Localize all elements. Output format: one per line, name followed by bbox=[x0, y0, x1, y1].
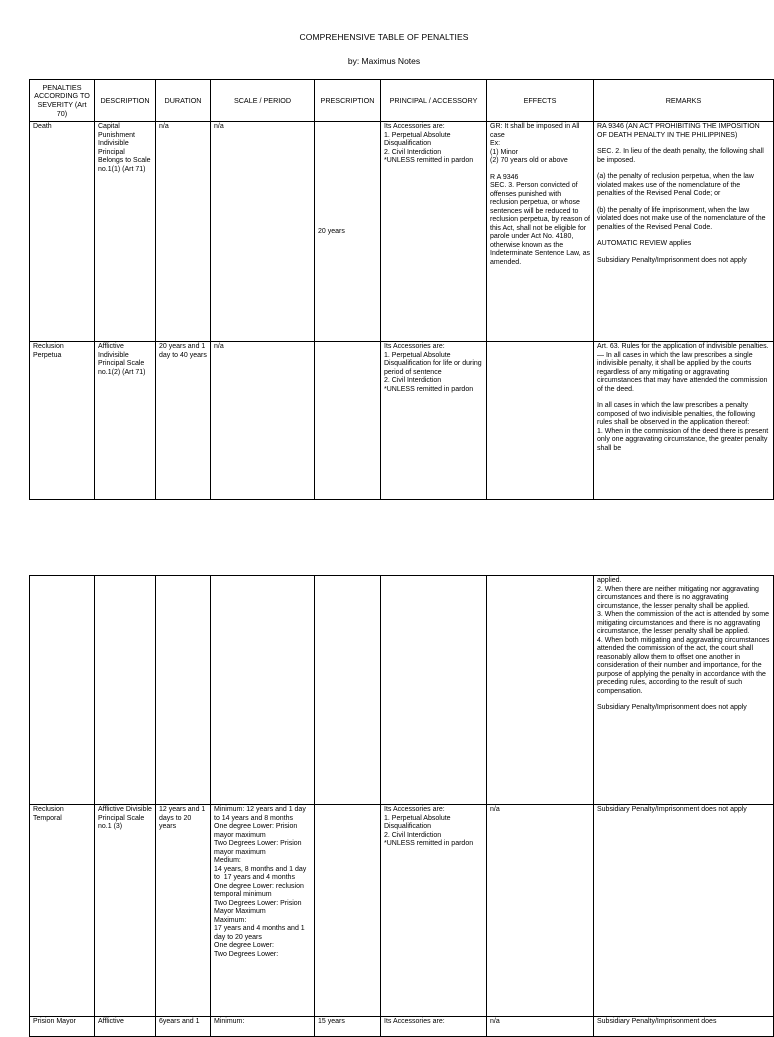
cell-remarks bbox=[594, 342, 774, 500]
cell-duration: 20 years and 1 day to 40 years bbox=[156, 342, 211, 500]
cell-duration: 12 years and 1 days to 20 years bbox=[156, 805, 211, 1017]
text-line: 4. When both mitigating and aggravating circumstances attended the commission of the act, the court shall reasonably allow them to offset one another in consideration of their number and importance, for the purpose of applying the penalty in accordance with the preceding rules, according to the result of such compensation. bbox=[597, 636, 772, 695]
cell-prescription bbox=[315, 342, 381, 500]
cell-scale: n/a bbox=[211, 342, 315, 500]
cell-prescription: 20 years bbox=[315, 122, 381, 342]
header-scale: SCALE / PERIOD bbox=[211, 80, 315, 122]
cell-scale: n/a bbox=[211, 122, 315, 342]
cell-scale bbox=[211, 576, 315, 805]
text-line: (a) the penalty of reclusion perpetua, when the law violated makes use of the nomenclature of the penalties of the Revised Penal Code; or bbox=[597, 173, 756, 197]
text-line: Medium: bbox=[214, 857, 241, 864]
text-line: Subsidiary Penalty/Imprisonment does not apply bbox=[597, 704, 747, 711]
cell-principal: Its Accessories are: bbox=[381, 1017, 487, 1037]
text-line: applied. bbox=[597, 577, 622, 584]
table-row bbox=[30, 805, 774, 1017]
document-title: COMPREHENSIVE TABLE OF PENALTIES bbox=[299, 32, 469, 42]
cell-remarks bbox=[594, 122, 774, 342]
cell-principal bbox=[381, 805, 487, 1017]
cell-remarks: Subsidiary Penalty/Imprisonment does bbox=[594, 1017, 774, 1037]
text-line: Two Degrees Lower: Prision Mayor Maximum bbox=[214, 899, 304, 915]
text-line: (1) Minor bbox=[490, 148, 519, 156]
text-line: Its Accessories are: bbox=[384, 806, 445, 813]
text-line: Its Accessories are: bbox=[384, 343, 445, 350]
text-line: 1. Perpetual Absolute Disqualification for life or during period of sentence bbox=[384, 351, 484, 376]
cell-penalty: Reclusion Perpetua bbox=[30, 342, 95, 500]
table-row bbox=[30, 122, 774, 342]
text-line: 2. Civil Interdiction bbox=[384, 831, 442, 839]
text-line: 14 years, 8 months and 1 day to 17 years and 4 months bbox=[214, 865, 311, 881]
cell-scale bbox=[211, 805, 315, 1017]
text-line: *UNLESS remitted in pardon bbox=[384, 157, 474, 164]
cell-description: Afflictive Divisible Principal Scale no.1 (3) bbox=[95, 805, 156, 1017]
cell-penalty: Prision Mayor bbox=[30, 1017, 95, 1037]
text-line: R A 9346 bbox=[490, 173, 519, 181]
text-line bbox=[597, 165, 770, 173]
header-effects: EFFECTS bbox=[487, 80, 594, 122]
cell-principal bbox=[381, 122, 487, 342]
text-line: *UNLESS remitted in pardon bbox=[384, 840, 474, 847]
cell-description bbox=[95, 576, 156, 805]
text-line: 1. Perpetual Absolute Disqualification bbox=[384, 814, 453, 830]
text-line: Its Accessories are: bbox=[384, 123, 445, 130]
text-line: Two Degrees Lower: Prision mayor maximum bbox=[214, 840, 304, 856]
text-line bbox=[597, 696, 770, 704]
text-line: Subsidiary Penalty/Imprisonment does not apply bbox=[597, 256, 747, 264]
text-line: 1. Perpetual Absolute Disqualification bbox=[384, 131, 453, 147]
cell-effects: n/a bbox=[487, 1017, 594, 1037]
cell-description: Afflictive bbox=[95, 1017, 156, 1037]
cell-penalty bbox=[30, 576, 95, 805]
text-line: One degree Lower: reclusion temporal minimum bbox=[214, 882, 306, 898]
text-line: (2) 70 years old or above bbox=[490, 157, 568, 164]
cell-duration bbox=[156, 576, 211, 805]
text-line: (b) the penalty of life imprisonment, when the law violated does not make use of the nomenclature of the penalties of the Revised Penal Code. bbox=[597, 206, 768, 231]
text-line bbox=[597, 199, 770, 207]
cell-remarks bbox=[594, 576, 774, 805]
header-prescription: PRESCRIPTION bbox=[315, 80, 381, 122]
header-description: DESCRIPTION bbox=[95, 80, 156, 122]
penalties-table-page-2 bbox=[29, 575, 774, 1037]
cell-principal bbox=[381, 342, 487, 500]
text-line: AUTOMATIC REVIEW applies bbox=[597, 240, 692, 247]
cell-prescription bbox=[315, 576, 381, 805]
text-line bbox=[597, 140, 770, 148]
header-penalties: PENALTIES ACCORDING TO SEVERITY (Art 70) bbox=[30, 80, 95, 122]
cell-duration: 6years and 1 bbox=[156, 1017, 211, 1037]
text-line: RA 9346 (AN ACT PROHIBITING THE IMPOSITION OF DEATH PENALTY IN THE PHILIPPINES) bbox=[597, 123, 762, 139]
cell-description: Capital Punishment Indivisible Principal Belongs to Scale no.1(1) (Art 71) bbox=[95, 122, 156, 342]
text-line: Two Degrees Lower: bbox=[214, 950, 279, 958]
text-line: One degree Lower: bbox=[214, 942, 274, 949]
cell-prescription: 15 years bbox=[315, 1017, 381, 1037]
cell-duration: n/a bbox=[156, 122, 211, 342]
penalties-table-page-1 bbox=[29, 79, 774, 500]
cell-description: Afflictive Indivisible Principal Scale no.1(2) (Art 71) bbox=[95, 342, 156, 500]
header-row bbox=[30, 80, 774, 122]
text-line: 1. When in the commission of the deed there is present only one aggravating circumstance, the greater penalty shall be bbox=[597, 427, 771, 452]
cell-penalty: Death bbox=[30, 122, 95, 342]
header-principal: PRINCIPAL / ACCESSORY bbox=[381, 80, 487, 122]
cell-scale: Minimum: bbox=[211, 1017, 315, 1037]
text-line: GR: It shall be imposed in All case bbox=[490, 123, 582, 139]
text-line: SEC. 3. Person convicted of offenses punished with reclusion perpetua, or whose sentences will be reduced to reclusion perpetua, by reason of this Act, shall not be eligible for parole under Act No. 4180, otherwise known as the Indeterminate Sentence Law, as amended. bbox=[490, 182, 592, 266]
text-line: SEC. 2. In lieu of the death penalty, the following shall be imposed. bbox=[597, 148, 766, 164]
text-line: Ex: bbox=[490, 140, 501, 147]
header-duration: DURATION bbox=[156, 80, 211, 122]
cell-prescription bbox=[315, 805, 381, 1017]
text-line: 2. When there are neither mitigating nor aggravating circumstances and there is no aggravating circumstance, the lesser penalty shall be applied. bbox=[597, 585, 761, 610]
cell-penalty: Reclusion Temporal bbox=[30, 805, 95, 1017]
cell-effects bbox=[487, 122, 594, 342]
table-row bbox=[30, 1017, 774, 1037]
text-line: Art. 63. Rules for the application of indivisible penalties. — In all cases in which the law prescribes a single indivisible penalty, it shall be applied by the courts regardless of any mitigating or aggravating circumstances that may have attended the commission of the deed. bbox=[597, 343, 771, 393]
cell-effects bbox=[487, 342, 594, 500]
cell-effects: n/a bbox=[487, 805, 594, 1017]
cell-principal bbox=[381, 576, 487, 805]
text-line: One degree Lower: Prision mayor maximum bbox=[214, 823, 300, 839]
text-line bbox=[597, 232, 770, 240]
text-line: 17 years and 4 months and 1 day to 20 years bbox=[214, 925, 307, 941]
text-line: 3. When the commission of the act is attended by some mitigating circumstances and there is no aggravating circumstance, the lesser penalty shall be applied. bbox=[597, 611, 771, 635]
text-line: In all cases in which the law prescribes a penalty composed of two indivisible penalties, the following rules shall be observed in the application thereof: bbox=[597, 402, 757, 426]
cell-remarks: Subsidiary Penalty/Imprisonment does not apply bbox=[594, 805, 774, 1017]
cell-effects bbox=[487, 576, 594, 805]
text-line: Maximum: bbox=[214, 916, 247, 924]
text-line: *UNLESS remitted in pardon bbox=[384, 385, 474, 393]
text-line: 2. Civil Interdiction bbox=[384, 377, 442, 384]
document-byline: by: Maximus Notes bbox=[347, 56, 421, 66]
text-line bbox=[597, 249, 770, 257]
text-line: Minimum: 12 years and 1 day to 14 years and 8 months bbox=[214, 806, 308, 822]
table-row bbox=[30, 342, 774, 500]
text-line: 2. Civil Interdiction bbox=[384, 148, 442, 156]
table-row bbox=[30, 576, 774, 805]
text-line bbox=[490, 166, 590, 174]
header-remarks: REMARKS bbox=[594, 80, 774, 122]
text-line bbox=[597, 394, 770, 402]
